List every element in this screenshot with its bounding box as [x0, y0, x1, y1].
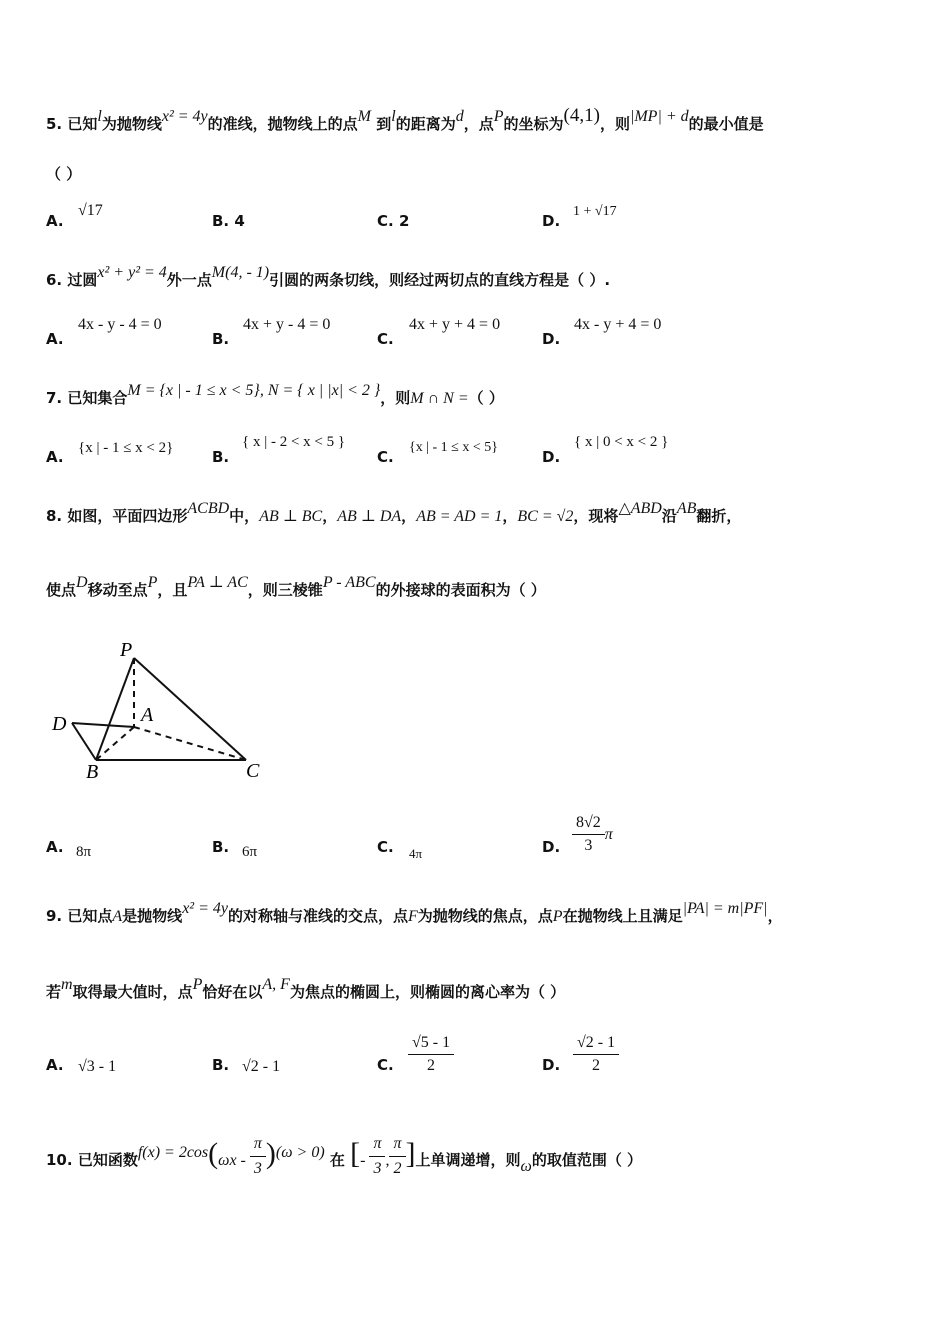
option-a[interactable]: A.	[46, 838, 64, 856]
question-number: 7.	[46, 389, 63, 407]
option-b-value: { x | - 2 < x < 5 }	[242, 434, 346, 450]
option-d-value: $\frac{8√2}{3}$ π	[572, 814, 613, 855]
option-d-value: 4x - y + 4 = 0	[574, 316, 662, 333]
question-6-stem: 6. 过圆x² + y² = 4外一点M(4, - 1)引圆的两条切线，则经过两切点的直线方程是（ ）.	[46, 264, 611, 289]
option-d[interactable]: D.	[542, 212, 561, 230]
label-a: A	[141, 704, 154, 726]
label-b: B	[86, 761, 99, 783]
option-c-value: $\frac{√5 - 1}{2}$	[408, 1034, 454, 1075]
option-d[interactable]: D.	[542, 838, 561, 856]
question-10-stem: 10. 已知函数f(x) = 2cos(ωx - $\frac{\pi}{3}$ )(ω > 0) 在 [- $\frac{\pi}{3}$ , $\frac{\pi}{2}$ ]上单调递增，则ω的取值范围（ ）	[46, 1135, 643, 1177]
option-c-value: {x | - 1 ≤ x < 5}	[409, 440, 498, 455]
question-number: 9.	[46, 907, 63, 925]
option-a[interactable]: A.	[46, 448, 64, 466]
option-c-value: 4π	[409, 846, 423, 861]
question-9-stem: 9. 已知点A是抛物线x² = 4y的对称轴与准线的交点，点F为抛物线的焦点，点P在抛物线上且满足|PA| = m|PF|，	[46, 900, 783, 925]
question-number: 5.	[46, 115, 63, 133]
question-number: 8.	[46, 507, 63, 525]
question-5-stem-cont: （ ）	[46, 165, 82, 183]
edge-db	[72, 723, 96, 760]
question-9-stem-line2: 若m取得最大值时，点P恰好在以A, F为焦点的椭圆上，则椭圆的离心率为（ ）	[46, 976, 566, 1001]
label-p: P	[120, 639, 133, 661]
option-d[interactable]: D.	[542, 330, 561, 348]
question-8-stem: 8. 如图，平面四边形ACBD中，AB ⊥ BC，AB ⊥ DA，AB = AD = 1，BC = √2，现将△ABD沿AB翻折，	[46, 500, 742, 525]
option-a-value: √17	[78, 202, 103, 219]
option-d[interactable]: D.	[542, 1056, 561, 1074]
option-c[interactable]: C. 2	[377, 212, 410, 230]
option-c[interactable]: C.	[377, 1056, 394, 1074]
option-b[interactable]: B. 4	[212, 212, 245, 230]
option-a-value: 8π	[76, 844, 92, 860]
option-b-value: 4x + y - 4 = 0	[243, 316, 331, 333]
option-b[interactable]: B.	[212, 838, 230, 856]
option-a-value: 4x - y - 4 = 0	[78, 316, 162, 333]
question-number: 6.	[46, 271, 63, 289]
option-d-value: 1 + √17	[573, 204, 617, 219]
option-b[interactable]: B.	[212, 448, 230, 466]
pyramid-figure	[40, 630, 280, 790]
option-b[interactable]: B.	[212, 330, 230, 348]
question-7-stem: 7. 已知集合M = {x | - 1 ≤ x < 5}, N = { x | |x| < 2 }，则M ∩ N =（ ）	[46, 382, 504, 407]
option-a-value: {x | - 1 ≤ x < 2}	[78, 440, 174, 456]
label-d: D	[52, 713, 67, 735]
option-a[interactable]: A.	[46, 330, 64, 348]
option-b-value: √2 - 1	[242, 1058, 281, 1075]
option-d-value: $\frac{√2 - 1}{2}$	[573, 1034, 619, 1075]
question-number: 10.	[46, 1151, 73, 1169]
option-c-value: 4x + y + 4 = 0	[409, 316, 501, 333]
question-8-stem-line2: 使点D移动至点P，且PA ⊥ AC，则三棱锥P - ABC的外接球的表面积为（ ）	[46, 574, 546, 599]
option-a[interactable]: A.	[46, 1056, 64, 1074]
option-d[interactable]: D.	[542, 448, 561, 466]
option-d-value: { x | 0 < x < 2 }	[574, 434, 669, 450]
label-c: C	[246, 760, 260, 782]
option-c[interactable]: C.	[377, 838, 394, 856]
option-a[interactable]: A.	[46, 212, 64, 230]
option-a-value: √3 - 1	[78, 1058, 117, 1075]
question-5-stem: 5. 已知l为抛物线x² = 4y的准线，抛物线上的点M 到l的距离为d，点P的坐标为(4,1)，则|MP| + d的最小值是	[46, 105, 764, 133]
option-c[interactable]: C.	[377, 448, 394, 466]
option-c[interactable]: C.	[377, 330, 394, 348]
option-b[interactable]: B.	[212, 1056, 230, 1074]
edge-da	[72, 723, 134, 727]
option-b-value: 6π	[242, 844, 258, 860]
